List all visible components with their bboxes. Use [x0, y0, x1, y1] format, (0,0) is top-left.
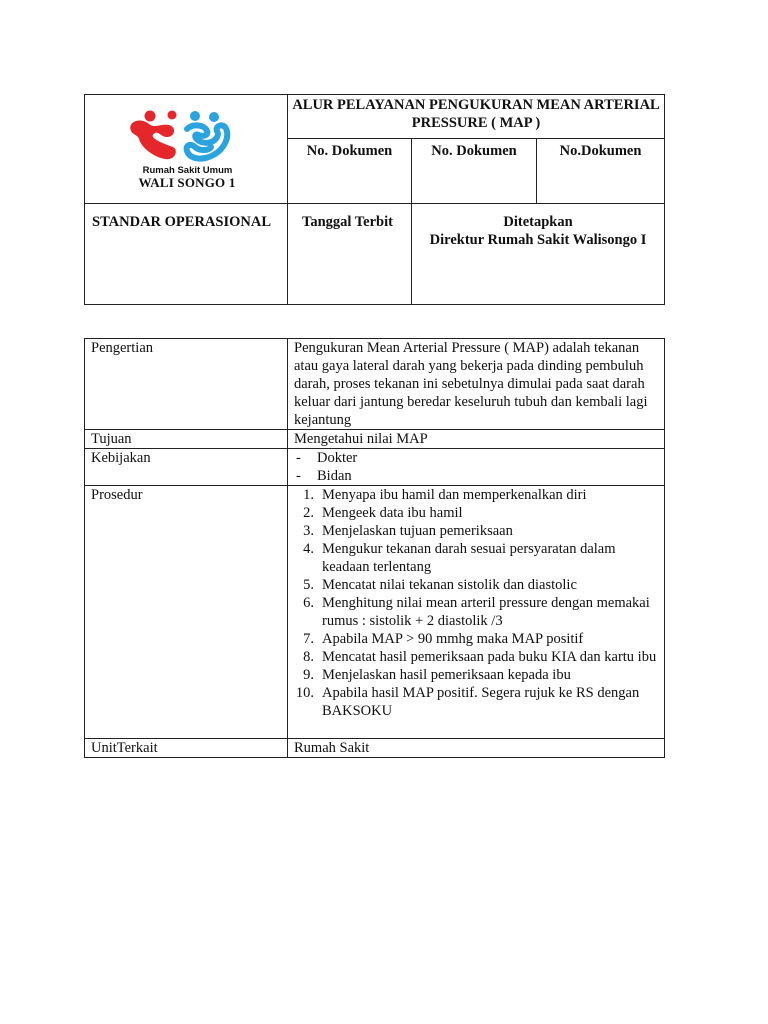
logo-subtitle: Rumah Sakit Umum — [142, 165, 233, 176]
list-item — [288, 504, 664, 522]
tujuan-text: Mengetahui nilai MAP — [288, 430, 665, 449]
dash-bullet: - — [296, 450, 301, 466]
list-item — [288, 594, 664, 630]
direktur-label: Direktur Rumah Sakit Walisongo I — [429, 232, 647, 248]
kebijakan-item: Dokter — [317, 450, 358, 466]
step-number: 4. — [303, 541, 314, 557]
list-item — [288, 576, 664, 594]
step-text: Menghitung nilai mean arteril pressure dengan memakai rumus : sistolik + 2 diastolik /3 — [322, 595, 650, 629]
list-item — [288, 666, 664, 684]
pengertian-label: Pengertian — [85, 339, 288, 430]
step-text: Mengukur tekanan darah sesuai persyaratan dalam keadaan terlentang — [322, 541, 616, 575]
step-text: Menjelaskan tujuan pemeriksaan — [322, 523, 513, 539]
dash-bullet: - — [296, 468, 301, 484]
list-item — [288, 540, 664, 576]
logo-name: WALI SONGO 1 — [138, 175, 236, 190]
step-text: Mencatat hasil pemeriksaan pada buku KIA dan kartu ibu — [322, 649, 657, 665]
step-number: 5. — [303, 577, 314, 593]
standar-operasional: STANDAR OPERASIONAL — [85, 204, 288, 305]
step-number: 2. — [303, 505, 314, 521]
doc-number-3: No.Dokumen — [537, 139, 665, 204]
step-number: 7. — [303, 631, 314, 647]
row-tujuan — [85, 430, 665, 449]
header-table — [84, 94, 665, 305]
ditetapkan-label: Ditetapkan — [503, 214, 573, 230]
row-kebijakan — [85, 449, 665, 486]
ditetapkan-cell — [412, 204, 665, 305]
step-text: Mengeek data ibu hamil — [322, 505, 463, 521]
step-number: 1. — [303, 487, 314, 503]
row-pengertian — [85, 339, 665, 430]
step-number: 10. — [295, 685, 314, 701]
step-text: Mencatat nilai tekanan sistolik dan diastolic — [322, 577, 577, 593]
list-item — [288, 630, 664, 648]
step-number: 8. — [303, 649, 314, 665]
step-text: Apabila hasil MAP positif. Segera rujuk ke RS dengan BAKSOKU — [322, 685, 640, 719]
kebijakan-item: Bidan — [317, 468, 352, 484]
step-text: Apabila MAP > 90 mmhg maka MAP positif — [322, 631, 584, 647]
unit-terkait-label: UnitTerkait — [85, 739, 288, 758]
logo-cell — [85, 95, 288, 204]
list-item — [288, 486, 664, 504]
pengertian-text: Pengukuran Mean Arterial Pressure ( MAP) adalah tekanan atau gaya lateral darah yang bekerja pada dinding pembuluh darah, proses tekanan ini sebetulnya dimulai pada saat darah keluar dari jantung beredar keseluruh tubuh dan kembali lagi kejantung — [288, 339, 665, 430]
logo-emblem-icon — [117, 107, 257, 167]
kebijakan-label: Kebijakan — [85, 449, 288, 486]
tujuan-label: Tujuan — [85, 430, 288, 449]
row-unit-terkait — [85, 739, 665, 758]
prosedur-list — [288, 486, 665, 739]
list-item — [288, 684, 664, 720]
unit-terkait-text: Rumah Sakit — [288, 739, 665, 758]
prosedur-label: Prosedur — [85, 486, 288, 739]
sop-content-table — [84, 338, 665, 758]
hospital-logo — [117, 107, 257, 189]
doc-number-2: No. Dokumen — [412, 139, 537, 204]
step-number: 6. — [303, 595, 314, 611]
list-item — [288, 648, 664, 666]
tanggal-terbit: Tanggal Terbit — [288, 204, 412, 305]
row-prosedur — [85, 486, 665, 739]
document-title: ALUR PELAYANAN PENGUKURAN MEAN ARTERIAL PRESSURE ( MAP ) — [288, 95, 665, 139]
step-text: Menjelaskan hasil pemeriksaan kepada ibu — [322, 667, 571, 683]
kebijakan-list — [288, 449, 665, 486]
step-number: 9. — [303, 667, 314, 683]
list-item — [288, 522, 664, 540]
step-text: Menyapa ibu hamil dan memperkenalkan diri — [322, 487, 587, 503]
doc-number-1: No. Dokumen — [288, 139, 412, 204]
list-item — [288, 467, 664, 485]
step-number: 3. — [303, 523, 314, 539]
list-item — [288, 449, 664, 467]
